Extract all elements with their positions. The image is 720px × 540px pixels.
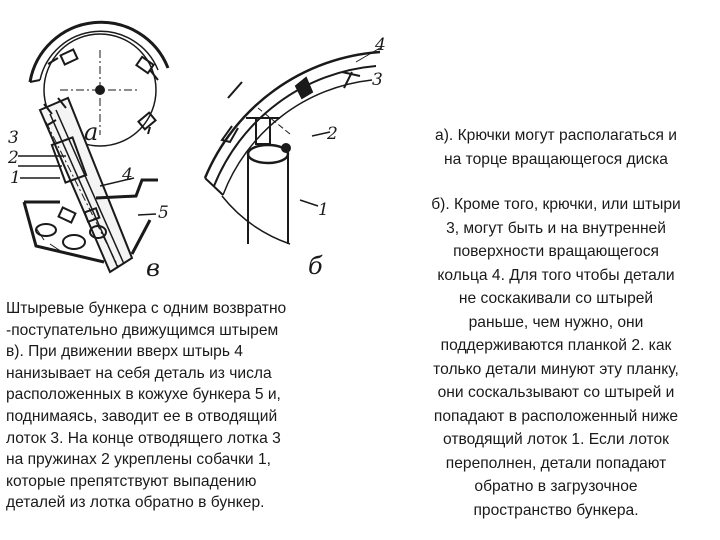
view-v-num-1: 1	[10, 168, 21, 188]
paragraph-a-description: а). Крючки могут располагаться и на торце вращающегося диска	[435, 127, 677, 168]
view-v-num-2: 2	[8, 148, 19, 168]
view-a-label: а	[84, 118, 99, 146]
view-b-num-2: 2	[327, 124, 338, 144]
view-v-num-4: 4	[122, 165, 133, 185]
view-b-num-1: 1	[318, 200, 329, 220]
paragraph-v-description: Штыревые бункера с одним возвратно -поступательно движущимся штырем в). При движении вверх штырь 4 нанизывает на себя деталь из числа расположенных в кожухе бункера 5 и, поднимаясь, заводит ее в отводящий лоток 3. На конце отводящего лотка 3 на пружинах 2 укреплены собачки 1, которые препятствуют выпадению деталей из лотка обратно в бункер.	[6, 300, 287, 512]
view-b-num-4: 4	[375, 35, 386, 55]
view-b-num-3: 3	[372, 70, 383, 90]
view-b-ring-drawing	[205, 48, 380, 244]
view-v-num-5: 5	[158, 203, 169, 223]
view-v-label: в	[146, 254, 160, 282]
paragraph-b-description: б). Кроме того, крючки, или штыри 3, могут быть и на внутренней поверхности вращающегося кольца 4. Для того чтобы детали не соскакивали со штырей раньше, чем нужно, они поддерживаются планкой 2. как только детали минуют эту планку, они соскальзывают со штырей и попадают в расположенный ниже отводящий лоток 1. Если лоток переполнен, детали попадают обратно в загрузочное пространство бункера.	[431, 196, 681, 519]
view-b-label: б	[308, 252, 323, 280]
view-v-num-3: 3	[8, 128, 19, 148]
